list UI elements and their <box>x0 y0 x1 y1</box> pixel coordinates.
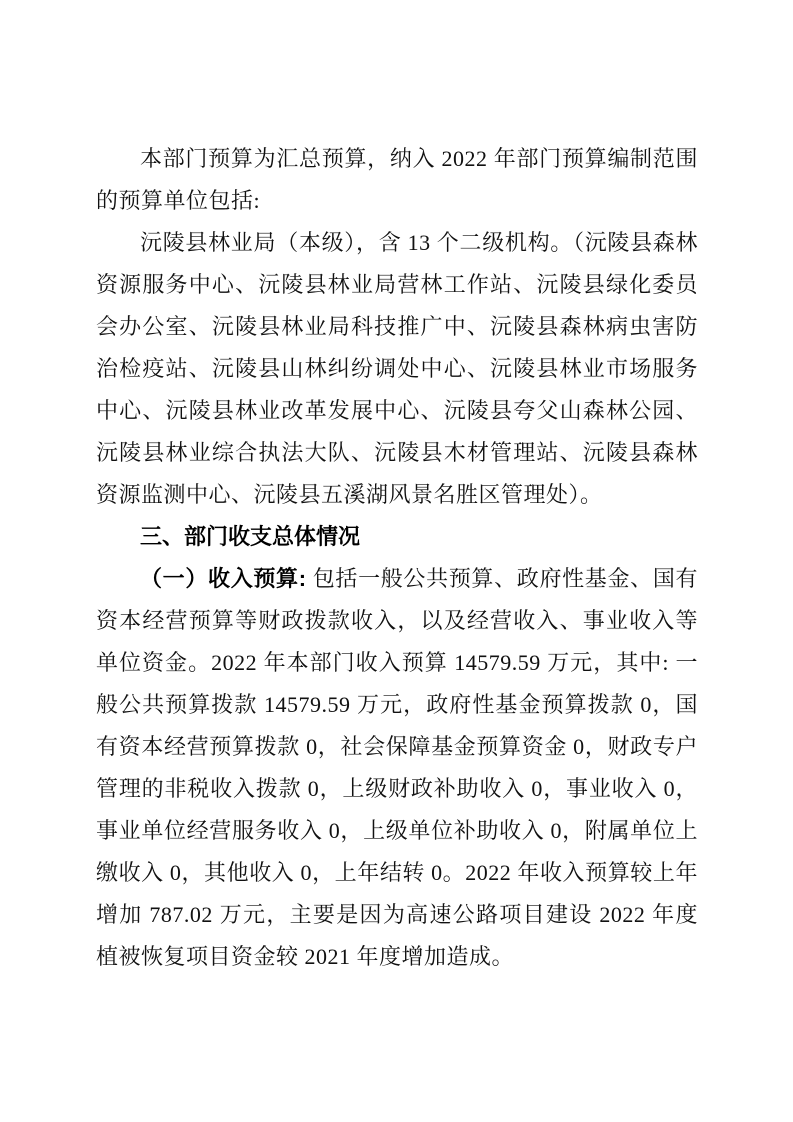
income-budget-text: 包括一般公共预算、政府性基金、国有资本经营预算等财政拨款收入，以及经营收入、事业收入等单位资金。2022 年本部门收入预算 14579.59 万元，其中: 一般公共预算拨款 14579.59 万元，政府性基金预算拨款 0，国有资本经营预算拨款 0，社会保障基金预算资金 0，财政专户管理的非税收入拨款 0，上级财政补助收入 0，事业收入 0，事业单位经营服务收入 0，上级单位补助收入 0，附属单位上缴收入 0，其他收入 0，上年结转 0。2022 年收入预算较上年增加 787.02 万元，主要是因为高速公路项目建设 2022 年度植被恢复项目资金较 2021 年度增加造成。 <box>96 566 698 969</box>
paragraph-budget-scope: 本部门预算为汇总预算，纳入 2022 年部门预算编制范围的预算单位包括: <box>96 146 698 213</box>
section-heading-overall-revenue-expenditure: 三、部门收支总体情况 <box>140 524 361 549</box>
paragraph-budget-units: 沅陵县林业局（本级），含 13 个二级机构。（沅陵县森林资源服务中心、沅陵县林业局营林工作站、沅陵县绿化委员会办公室、沅陵县林业局科技推广中、沅陵县森林病虫害防治检疫站、沅陵县山林纠纷调处中心、沅陵县林业市场服务中心、沅陵县林业改革发展中心、沅陵县夸父山森林公园、沅陵县林业综合执法大队、沅陵县木材管理站、沅陵县森林资源监测中心、沅陵县五溪湖风景名胜区管理处）。 <box>96 230 698 507</box>
document-content <box>96 138 698 978</box>
income-budget-label: （一）收入预算: <box>140 566 307 591</box>
paragraph-income-budget <box>96 558 698 978</box>
